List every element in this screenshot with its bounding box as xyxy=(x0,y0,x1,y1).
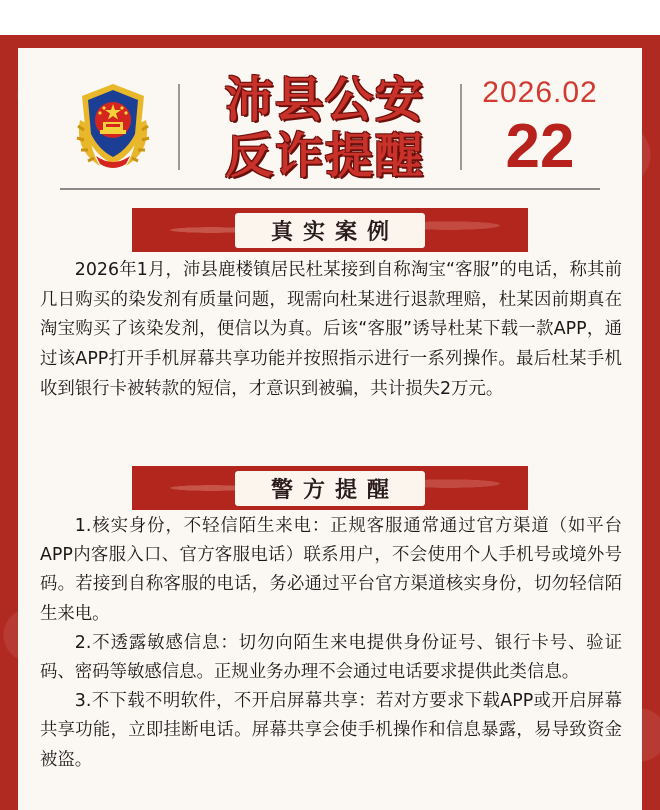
tip-item-1: 1.核实身份，不轻信陌生来电：正规客服通常通过官方渠道（如平台APP内客服入口、官方客服电话）联系用户，不会使用个人手机号或境外号码。若接到自称客服的电话，务必通过平台官方渠道核实身份，切勿轻信陌生来电。 xyxy=(40,516,622,624)
case-story xyxy=(40,256,622,405)
title-line-1: 沛县公安 xyxy=(224,72,425,128)
warning-section-heading: 警方提醒 xyxy=(235,471,425,506)
header-divider-right xyxy=(460,84,462,170)
warning-tips xyxy=(40,512,622,775)
case-section-banner xyxy=(132,208,528,252)
case-story-text: 2026年1月，沛县鹿楼镇居民杜某接到自称淘宝“客服”的电话，称其前几日购买的染发剂有质量问题，现需向杜某进行退款理赔，杜某因前期真在淘宝购买了该染发剂，便信以为真。后该“客服”诱导杜某下载一款APP，通过该APP打开手机屏幕共享功能并按照指示进行一系列操作。最后杜某手机收到银行卡被转款的短信，才意识到被骗，共计损失2万元。 xyxy=(40,260,622,399)
tip-item-2: 2.不透露敏感信息：切勿向陌生来电提供身份证号、银行卡号、验证码、密码等敏感信息。正规业务办理不会通过电话要求提供此类信息。 xyxy=(40,632,622,683)
header-underline xyxy=(60,188,600,190)
title-line-2: 反诈提醒 xyxy=(224,128,425,184)
page-title xyxy=(200,72,450,184)
header-divider-left xyxy=(178,84,180,170)
police-emblem-icon xyxy=(70,80,156,172)
date-year-month: 2026.02 xyxy=(482,76,598,109)
warning-section-banner xyxy=(132,466,528,510)
date-day: 22 xyxy=(505,112,575,181)
tip-item-3: 3.不下载不明软件，不开启屏幕共享：若对方要求下载APP或开启屏幕共享功能，立即挂断电话。屏幕共享会使手机操作和信息暴露，易导致资金被盗。 xyxy=(40,691,622,770)
case-section-heading: 真实案例 xyxy=(235,213,425,248)
